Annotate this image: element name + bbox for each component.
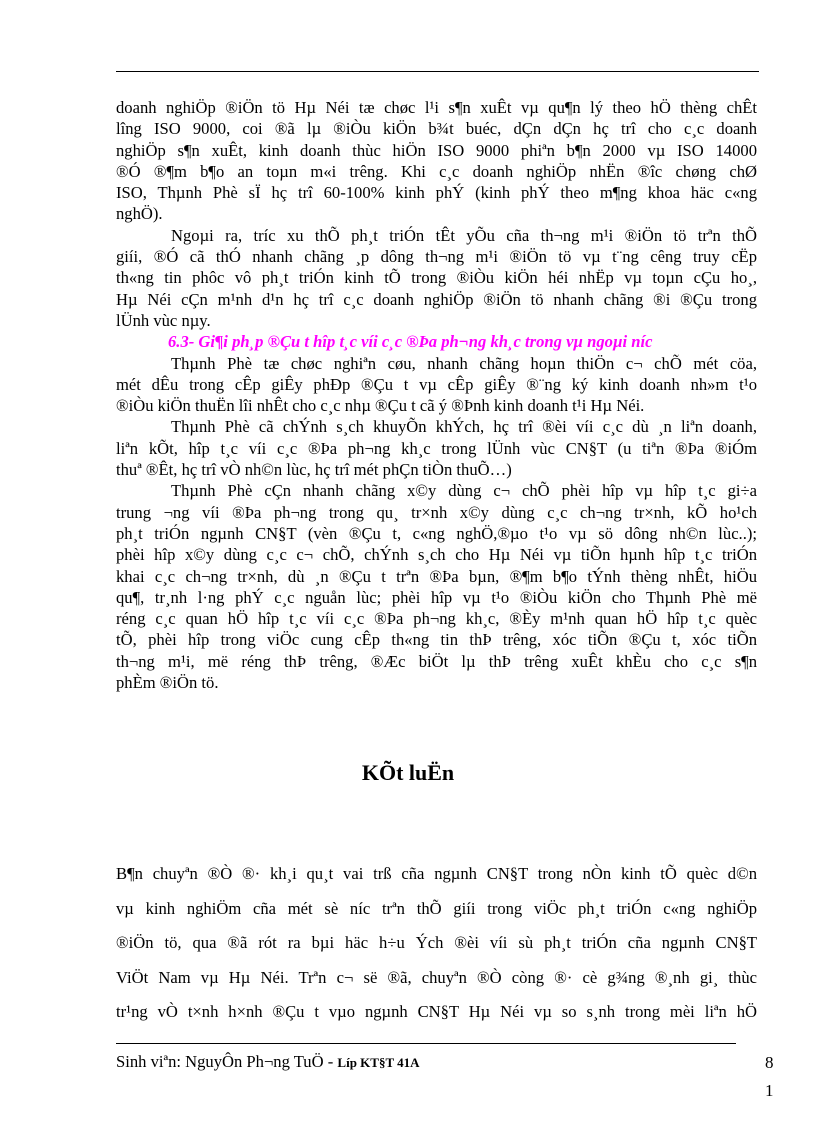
conclusion-title: KÕt luËn xyxy=(361,760,455,785)
text-line: doanh nghiÖp ®iÖn tö Hµ Néi tæ chøc l¹i s¶n xuÊt vµ qu¶n lý theo hÖ thèng chÊt xyxy=(116,98,757,117)
conclusion-line: tr¹ng vÒ t×nh h×nh ®Çu t vµo ngµnh CN§T Hµ Néi vµ so s¸nh trong mèi liªn hÖ xyxy=(116,1002,757,1021)
conclusion-line: vµ kinh nghiÖm cña mét sè níc trªn thÕ giíi trong viÖc ph¸t triÓn c«ng nghiÖp xyxy=(116,898,757,918)
footer-rule xyxy=(116,1043,736,1044)
text-line: Thµnh Phè tæ chøc nghiªn cøu, nhanh chãng hoµn thiÖn c¬ chÕ mét cöa, xyxy=(171,353,757,373)
text-line: khai c¸c ch¬ng tr×nh, dù ¸n ®Çu t trªn ®Þa bµn, ®¶m b¶o tÝnh thèng nhÊt, hiÖu xyxy=(116,566,757,586)
body-text xyxy=(116,97,757,693)
text-line: phÈm ®iÖn tö. xyxy=(116,673,219,693)
text-line: lÜnh vùc nµy. xyxy=(116,310,211,330)
text-line: Hµ Néi cÇn m¹nh d¹n hç trî c¸c doanh nghiÖp ®iÖn tö nhanh chãng ®i ®Çu trong xyxy=(116,289,757,309)
conclusion-line: B¶n chuyªn ®Ò ®· kh¸i qu¸t vai trß cña ngµnh CN§T trong nÒn kinh tÕ quèc d©n xyxy=(116,864,757,883)
text-line: tÕ, phèi hîp trong viÖc cung cÊp th«ng tin thÞ trêng, xóc tiÕn ®Çu t, xóc tiÕn xyxy=(116,630,757,650)
text-line: th¬ng m¹i, më réng thÞ trêng, ®Æc biÖt lµ thÞ trêng xuÊt khÈu cho c¸c s¶n xyxy=(116,651,757,671)
text-line: phèi hîp x©y dùng c¸c c¬ chÕ, chÝnh s¸ch cho Hµ Néi vµ tiÕn hµnh hîp t¸c triÓn xyxy=(116,545,757,565)
footer xyxy=(116,1052,420,1072)
text-line: qu¶, tr¸nh l·ng phÝ c¸c nguån lùc; phèi hîp vµ t¹o ®iÒu kiÖn cho Thµnh Phè më xyxy=(116,587,757,607)
conclusion-line: ViÖt Nam vµ Hµ Néi. Trªn c¬ së ®ã, chuyªn ®Ò còng ®· cè g¾ng ®¸nh gi¸ thùc xyxy=(116,967,757,987)
text-line: Thµnh Phè cÇn nhanh chãng x©y dùng c¬ chÕ phèi hîp vµ hîp t¸c gi÷a xyxy=(171,481,757,501)
text-line: ®Ó ®¶m b¶o an toµn m«i trêng. Khi c¸c doanh nghiÖp nhËn ®îc chøng chØ xyxy=(116,161,757,181)
footer-student: Sinh viªn: NguyÔn Ph¬ng TuÖ - xyxy=(116,1052,338,1071)
text-line: nghÖ). xyxy=(116,204,163,224)
text-line: th«ng tin phôc vô ph¸t triÓn kinh tÕ trong ®iÒu kiÖn héi nhËp vµ toµn cÇu ho¸, xyxy=(116,268,757,288)
text-line: mét dÊu trong cÊp giÊy phÐp ®Çu t vµ cÊp giÊy ®¨ng ký kinh doanh nh»m t¹o xyxy=(116,374,757,394)
text-line: nghiÖp s¶n xuÊt, kinh doanh thùc hiÖn ISO 9000 phiªn b¶n 2000 vµ ISO 14000 xyxy=(116,140,757,160)
text-line: ph¸t triÓn ngµnh CN§T (vèn ®Çu t, c«ng nghÖ,®µo t¹o vµ sö dông nh©n lùc..); xyxy=(116,523,757,543)
text-line: ®iÒu kiÖn thuËn lîi nhÊt cho c¸c nhµ ®Çu t cã ý ®Þnh kinh doanh t¹i Hµ Néi. xyxy=(116,396,645,416)
text-line: lîng ISO 9000, coi ®ã lµ ®iÒu kiÖn b¾t buéc, dÇn dÇn hç trî cho c¸c doanh xyxy=(116,119,757,139)
text-line: Thµnh Phè cã chÝnh s¸ch khuyÕn khÝch, hç trî ®èi víi c¸c dù ¸n liªn doanh, xyxy=(171,417,757,437)
section-heading: 6.3- Gi¶i ph¸p ®Çu t hîp t¸c víi c¸c ®Þa ph¬ng kh¸c trong vµ ngoµi níc xyxy=(168,332,653,352)
footer-class: Líp KT§T 41A xyxy=(337,1055,420,1070)
page-number-bottom: 1 xyxy=(765,1081,774,1100)
header-rule xyxy=(116,71,759,72)
text-line: giíi, ®Ó cã thÓ nhanh chãng ¸p dông th¬ng m¹i ®iÖn tö vµ t¨ng cêng truy cËp xyxy=(116,247,757,267)
text-line: trung ¬ng víi ®Þa ph¬ng trong qu¸ tr×nh x©y dùng c¸c ch¬ng tr×nh, kÕ ho¹ch xyxy=(116,502,757,522)
text-line: liªn kÕt, hîp t¸c víi c¸c ®Þa ph¬ng kh¸c trong lÜnh vùc CN§T (u tiªn ®Þa ®iÓm xyxy=(116,438,757,458)
text-line: ISO, Thµnh Phè sÏ hç trî 60-100% kinh phÝ (kinh phÝ theo m¶ng khoa häc c«ng xyxy=(116,183,757,203)
text-line: réng c¸c quan hÖ hîp t¸c víi c¸c ®Þa ph¬ng kh¸c, ®Èy m¹nh quan hÖ hîp t¸c quèc xyxy=(116,609,757,629)
text-line: thuª ®Êt, hç trî vÒ nh©n lùc, hç trî mét phÇn tiÒn thuÕ…) xyxy=(116,460,512,480)
text-line: Ngoµi ra, tríc xu thÕ ph¸t triÓn tÊt yÕu cña th¬ng m¹i ®iÖn tö trªn thÕ xyxy=(171,225,757,245)
conclusion-text xyxy=(116,857,757,1030)
conclusion-line: ®iÖn tö, qua ®ã rót ra bµi häc h÷u Ých ®èi víi sù ph¸t triÓn cña ngµnh CN§T xyxy=(116,933,757,952)
page-number-top: 8 xyxy=(765,1053,774,1072)
